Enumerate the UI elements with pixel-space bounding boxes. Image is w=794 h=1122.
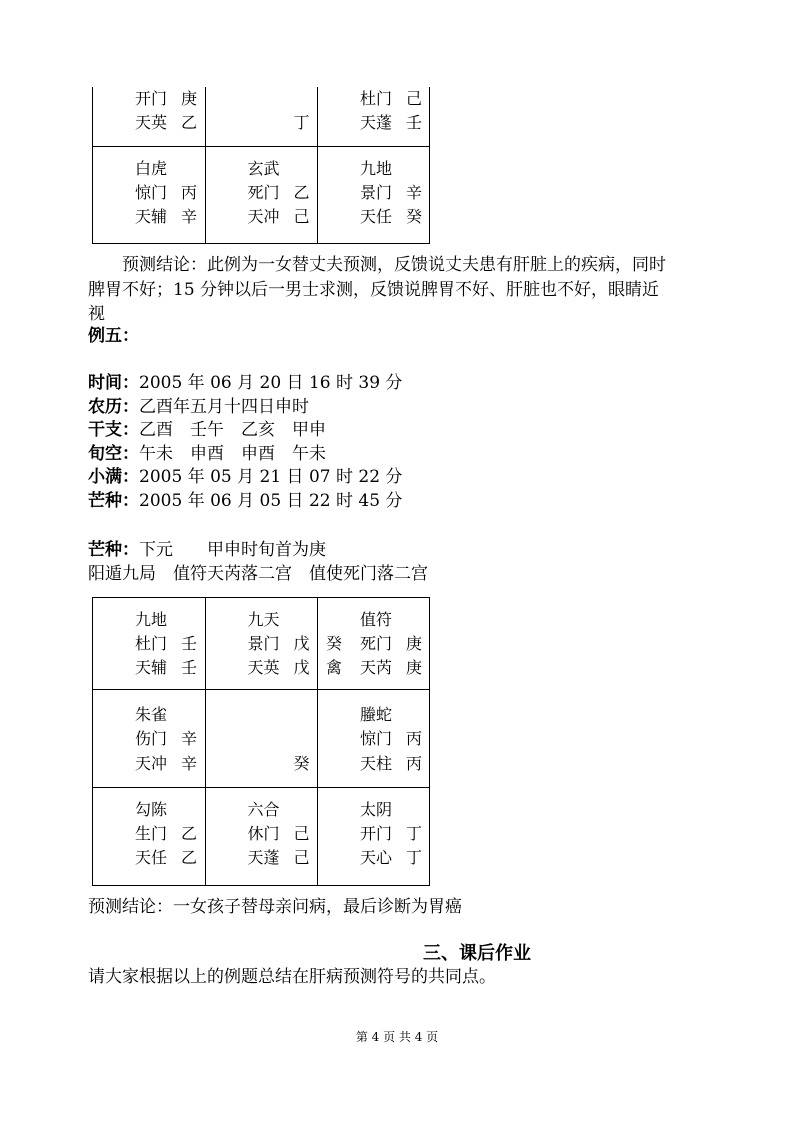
palace-stem: 庚 xyxy=(181,89,198,108)
palace-label: 死门 xyxy=(247,183,280,202)
ju-line: 阳遁九局 值符天芮落二宫 值使死门落二宫 xyxy=(88,564,428,584)
info-value: 2005 年 06 月 20 日 16 时 39 分 xyxy=(139,373,403,393)
homework-text: 请大家根据以上的例题总结在肝病预测符号的共同点。 xyxy=(88,967,496,987)
info-line xyxy=(88,395,309,419)
grid-border xyxy=(205,87,206,244)
palace-label: 杜门 xyxy=(360,89,393,108)
palace-label: 天蓬 xyxy=(247,848,280,867)
mangzhong-label: 芒种： xyxy=(88,540,139,560)
palace-stem: 辛 xyxy=(406,183,423,202)
palace-stem: 戊 xyxy=(293,634,310,653)
palace-label: 惊门 xyxy=(135,183,168,202)
grid-divider xyxy=(92,885,430,886)
info-label: 旬空： xyxy=(88,443,139,464)
mangzhong-line xyxy=(88,538,326,562)
conclusion-line: 脾胃不好；15 分钟以后一男士求测，反馈说脾胃不好、肝脏也不好，眼睛近 xyxy=(88,280,660,300)
info-line xyxy=(88,465,402,489)
palace-label: 惊门 xyxy=(360,729,393,748)
palace-stem: 己 xyxy=(293,848,310,867)
palace-stem: 乙 xyxy=(293,183,310,202)
grid-border xyxy=(429,87,430,244)
palace-label: 九地 xyxy=(135,610,168,629)
palace-label: 螣蛇 xyxy=(360,705,393,724)
palace-prefix: 癸 xyxy=(326,634,343,653)
palace-label: 值符 xyxy=(360,610,393,629)
palace-stem: 庚 xyxy=(406,634,423,653)
palace-label: 休门 xyxy=(247,824,280,843)
chart-grid-2 xyxy=(92,597,430,886)
grid-divider xyxy=(92,597,430,598)
grid-border xyxy=(429,597,430,886)
palace-stem: 壬 xyxy=(406,113,423,132)
palace-label: 景门 xyxy=(247,634,280,653)
grid-divider xyxy=(92,146,430,147)
palace-label: 生门 xyxy=(135,824,168,843)
palace-label: 天蓬 xyxy=(360,113,393,132)
palace-label: 九天 xyxy=(247,610,280,629)
palace-stem: 己 xyxy=(406,89,423,108)
palace-label: 死门 xyxy=(360,634,393,653)
palace-label: 天辅 xyxy=(135,658,168,677)
conclusion-2: 预测结论：一女孩子替母亲问病，最后诊断为胃癌 xyxy=(88,897,462,917)
palace-stem: 丁 xyxy=(406,848,423,867)
palace-stem: 辛 xyxy=(181,207,198,226)
palace-label: 白虎 xyxy=(135,159,168,178)
palace-stem: 癸 xyxy=(406,207,423,226)
palace-label: 九地 xyxy=(360,159,393,178)
grid-border xyxy=(92,597,93,886)
page-footer: 第 4 页 共 4 页 xyxy=(355,1030,439,1044)
grid-divider xyxy=(92,243,430,244)
palace-label: 开门 xyxy=(360,824,393,843)
info-label: 干支： xyxy=(88,420,139,441)
info-value: 2005 年 05 月 21 日 07 时 22 分 xyxy=(139,467,403,488)
palace-prefix: 禽 xyxy=(326,658,343,677)
palace-stem: 戊 xyxy=(293,658,310,677)
grid-border xyxy=(205,597,206,886)
info-line xyxy=(88,442,326,466)
palace-label: 景门 xyxy=(360,183,393,202)
palace-stem: 乙 xyxy=(181,113,198,132)
conclusion-line: 视 xyxy=(88,304,105,324)
mangzhong-value: 下元 甲申时旬首为庚 xyxy=(139,540,326,560)
example-title: 例五： xyxy=(88,326,139,346)
palace-stem: 丁 xyxy=(406,824,423,843)
palace-stem: 丙 xyxy=(406,754,423,773)
palace-label: 天芮 xyxy=(360,658,393,677)
palace-stem: 庚 xyxy=(406,658,423,677)
info-label: 小满： xyxy=(88,467,139,488)
palace-label: 伤门 xyxy=(135,729,168,748)
palace-stem: 己 xyxy=(293,824,310,843)
palace-label: 天柱 xyxy=(360,754,393,773)
info-value: 乙酉年五月十四日申时 xyxy=(139,396,309,417)
info-label: 农历： xyxy=(88,396,139,417)
palace-stem: 辛 xyxy=(181,729,198,748)
palace-stem: 己 xyxy=(293,207,310,226)
chart-grid-1 xyxy=(92,87,430,244)
section-heading: 三、课后作业 xyxy=(423,943,531,964)
palace-label: 太阴 xyxy=(360,800,393,819)
palace-label: 六合 xyxy=(247,800,280,819)
palace-stem: 丙 xyxy=(406,729,423,748)
palace-label: 天辅 xyxy=(135,207,168,226)
info-line xyxy=(88,371,402,395)
info-line xyxy=(88,418,326,442)
palace-label: 天冲 xyxy=(135,754,168,773)
palace-stem: 癸 xyxy=(293,754,310,773)
grid-divider xyxy=(92,689,430,690)
palace-label: 天英 xyxy=(135,113,168,132)
palace-stem: 壬 xyxy=(181,634,198,653)
palace-label: 勾陈 xyxy=(135,800,168,819)
info-value: 2005 年 06 月 05 日 22 时 45 分 xyxy=(139,491,403,511)
palace-label: 开门 xyxy=(135,89,168,108)
palace-stem: 丙 xyxy=(181,183,198,202)
info-value: 午未 申酉 申酉 午未 xyxy=(139,443,326,464)
palace-stem: 乙 xyxy=(181,824,198,843)
palace-stem: 壬 xyxy=(181,658,198,677)
palace-label: 天冲 xyxy=(247,207,280,226)
palace-label: 朱雀 xyxy=(135,705,168,724)
info-line xyxy=(88,489,402,513)
info-value: 乙酉 壬午 乙亥 甲申 xyxy=(139,420,326,441)
palace-label: 天任 xyxy=(360,207,393,226)
palace-label: 杜门 xyxy=(135,634,168,653)
info-label: 时间： xyxy=(88,373,139,393)
palace-stem: 辛 xyxy=(181,754,198,773)
palace-label: 天英 xyxy=(247,658,280,677)
info-label: 芒种： xyxy=(88,491,139,511)
palace-stem: 丁 xyxy=(293,113,310,132)
palace-stem: 乙 xyxy=(181,848,198,867)
palace-label: 天心 xyxy=(360,848,393,867)
conclusion-line: 预测结论：此例为一女替丈夫预测，反馈说丈夫患有肝脏上的疾病，同时 xyxy=(122,255,666,275)
grid-border xyxy=(317,87,318,244)
grid-divider xyxy=(92,787,430,788)
palace-label: 天任 xyxy=(135,848,168,867)
grid-border xyxy=(92,87,93,244)
palace-label: 玄武 xyxy=(247,159,280,178)
grid-border xyxy=(317,597,318,886)
